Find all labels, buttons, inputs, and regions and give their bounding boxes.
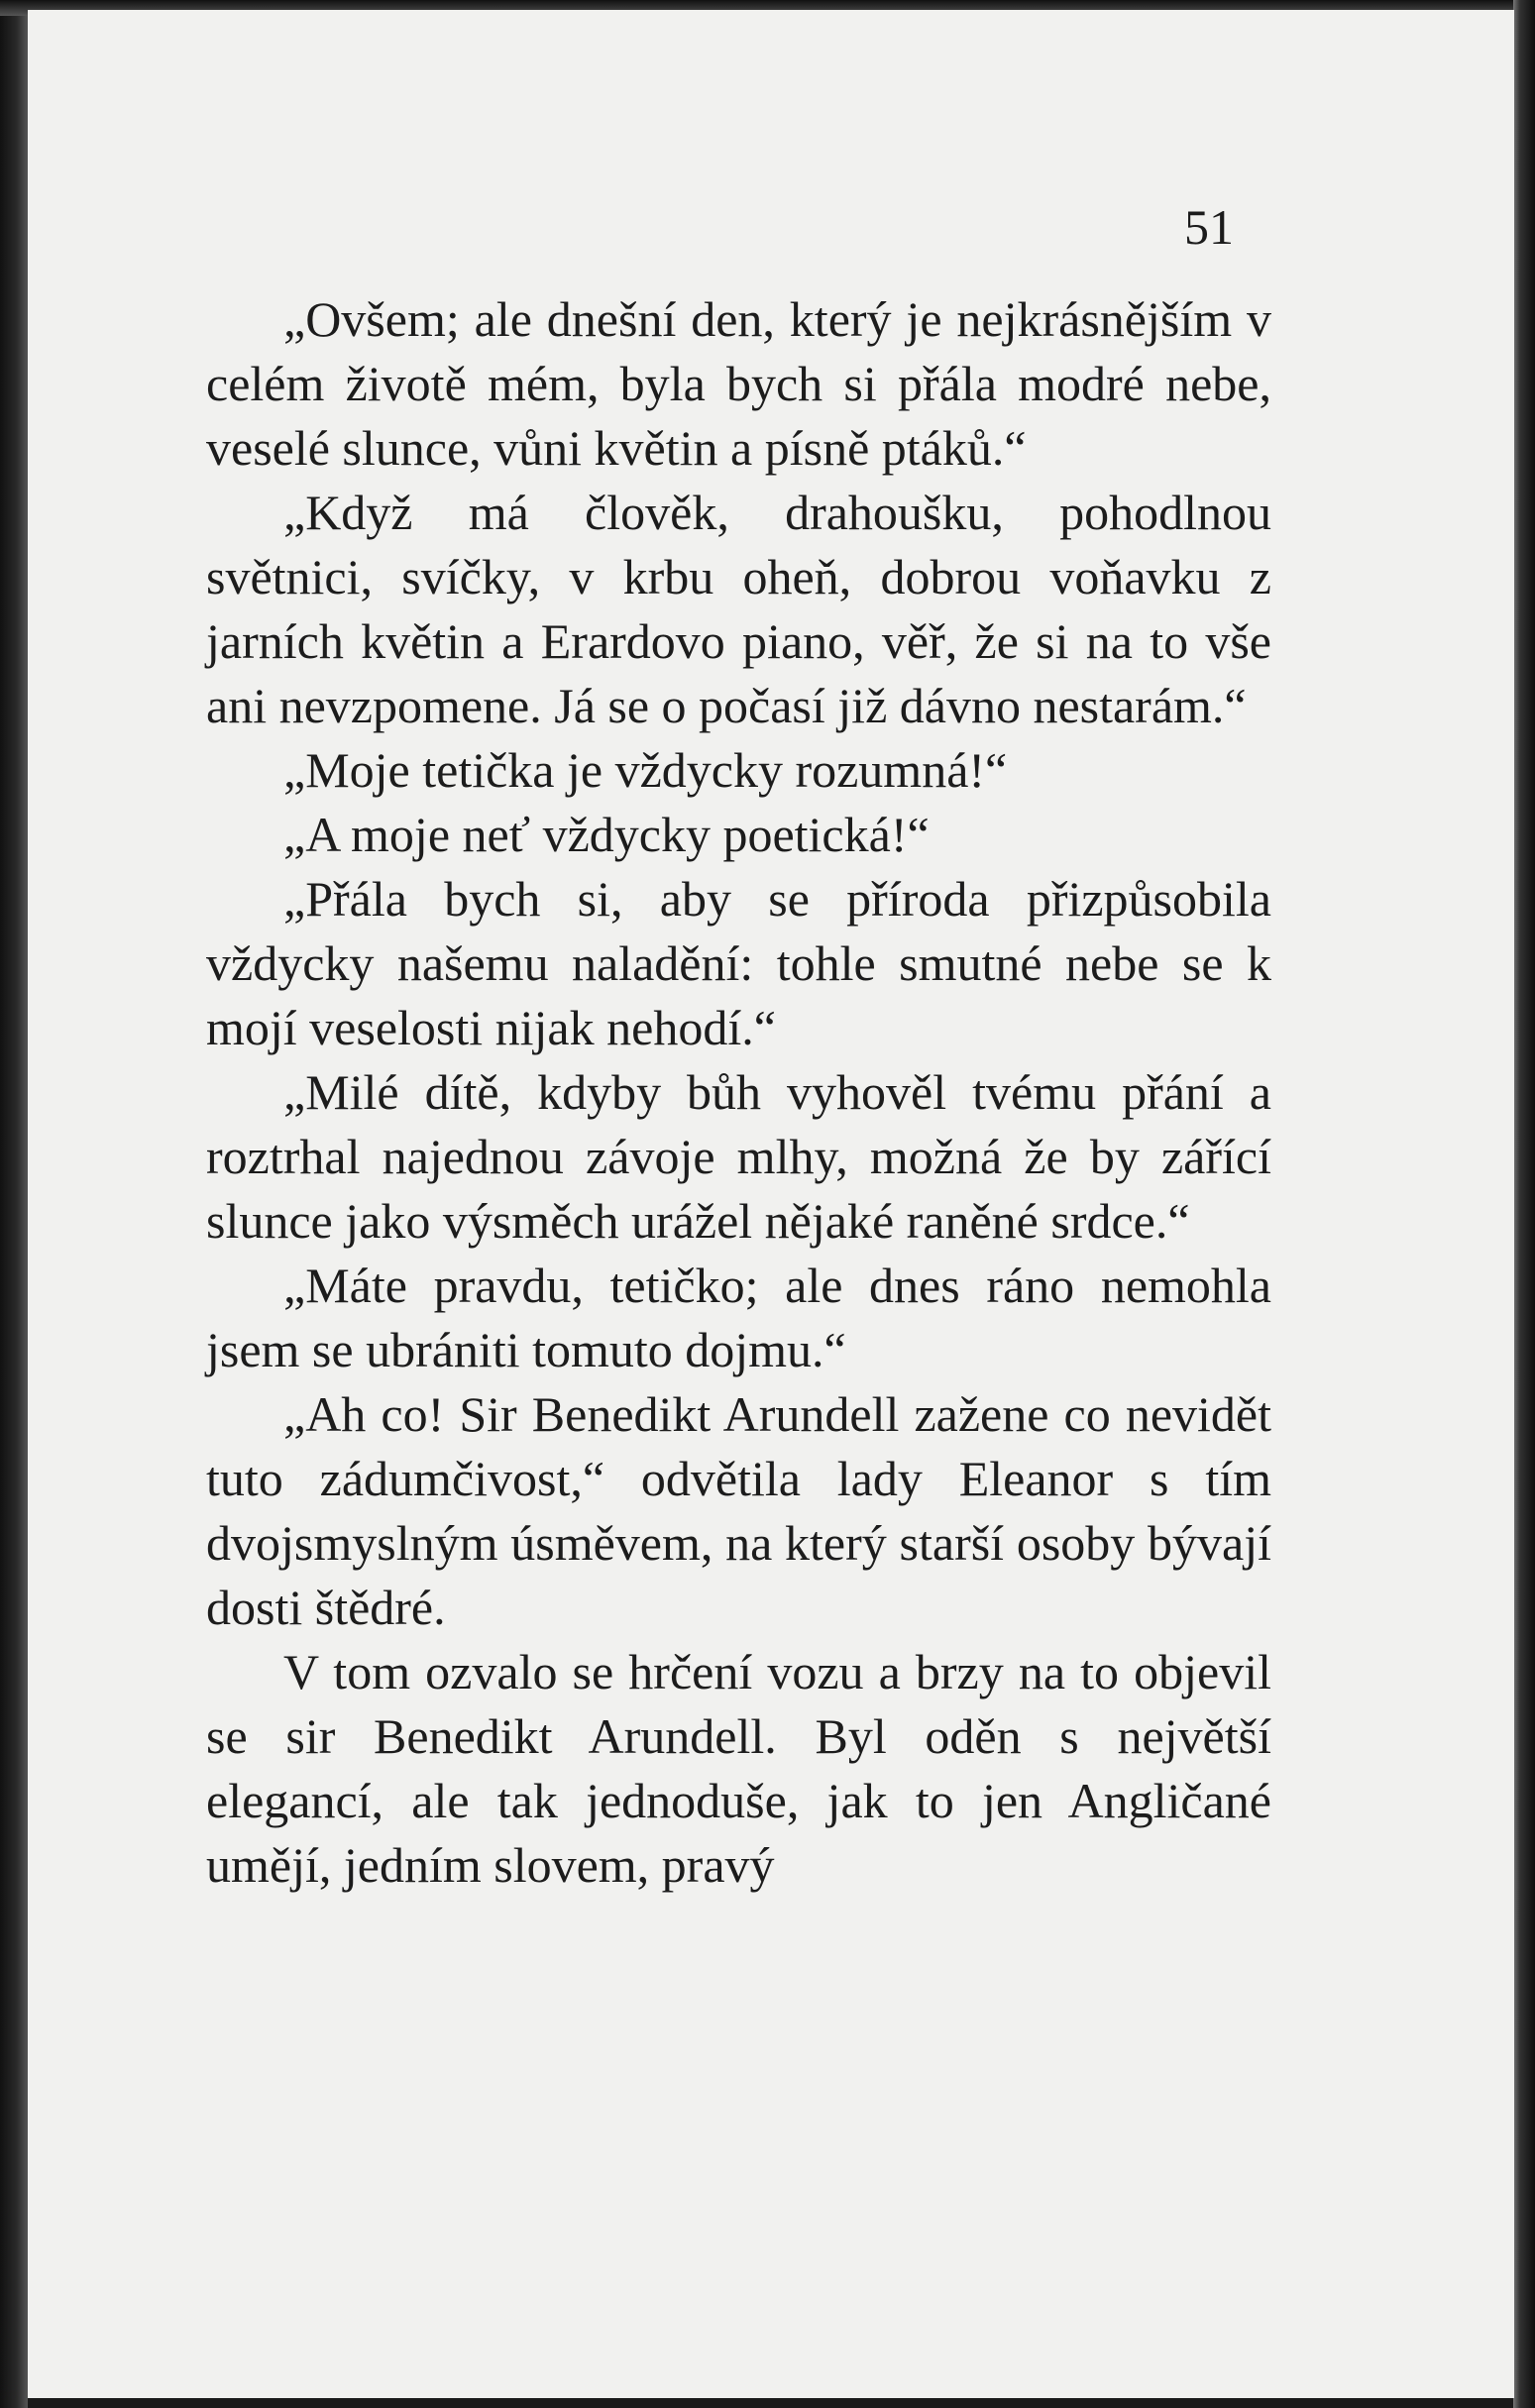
page-edge-left: [0, 0, 28, 2408]
paragraph-6: „Milé dítě, kdyby bůh vyhověl tvému přání a roztrhal najednou závoje mlhy, možná že by zářící slunce jako výsměch urážel nějaké raněné srdce.“: [206, 1064, 1271, 1249]
book-page: [28, 10, 1514, 2398]
paragraph-9: V tom ozvalo se hrčení vozu a brzy na to objevil se sir Benedikt Arundell. Byl oděn s největší elegancí, ale tak jednoduše, jak to jen Angličané umějí, jedním slovem, pravý: [206, 1644, 1271, 1893]
paragraph-4: „A moje neť vždycky poetická!“: [283, 807, 930, 862]
page-number: 51: [1184, 199, 1234, 255]
paragraph-5: „Přála bych si, aby se příroda přizpůsobila vždycky našemu naladění: tohle smutné nebe se k mojí veselosti nijak nehodí.“: [206, 871, 1271, 1055]
paragraph-1: „Ovšem; ale dnešní den, který je nejkrásnějším v celém životě mém, byla bych si přála modré nebe, veselé slunce, vůni květin a písně ptáků.“: [206, 291, 1271, 476]
paragraph-2: „Když má člověk, drahoušku, pohodlnou světnici, svíčky, v krbu oheň, dobrou voňavku z jarních květin a Erardovo piano, věř, že si na to vše ani nevzpomene. Já se o počasí již dávno nestarám.“: [206, 485, 1271, 733]
body-text: [206, 287, 1271, 1898]
paragraph-3: „Moje tetička je vždycky rozumná!“: [283, 742, 1008, 798]
paragraph-7: „Máte pravdu, tetičko; ale dnes ráno nemohla jsem se ubrániti tomuto dojmu.“: [206, 1258, 1271, 1377]
paragraph-8: „Ah co! Sir Benedikt Arundell zažene co nevidět tuto zádumčivost,“ odvětila lady Eleanor s tím dvojsmyslným úsměvem, na který starší osoby bývají dosti štědré.: [206, 1386, 1271, 1635]
page-edge-right: [1513, 0, 1535, 2408]
